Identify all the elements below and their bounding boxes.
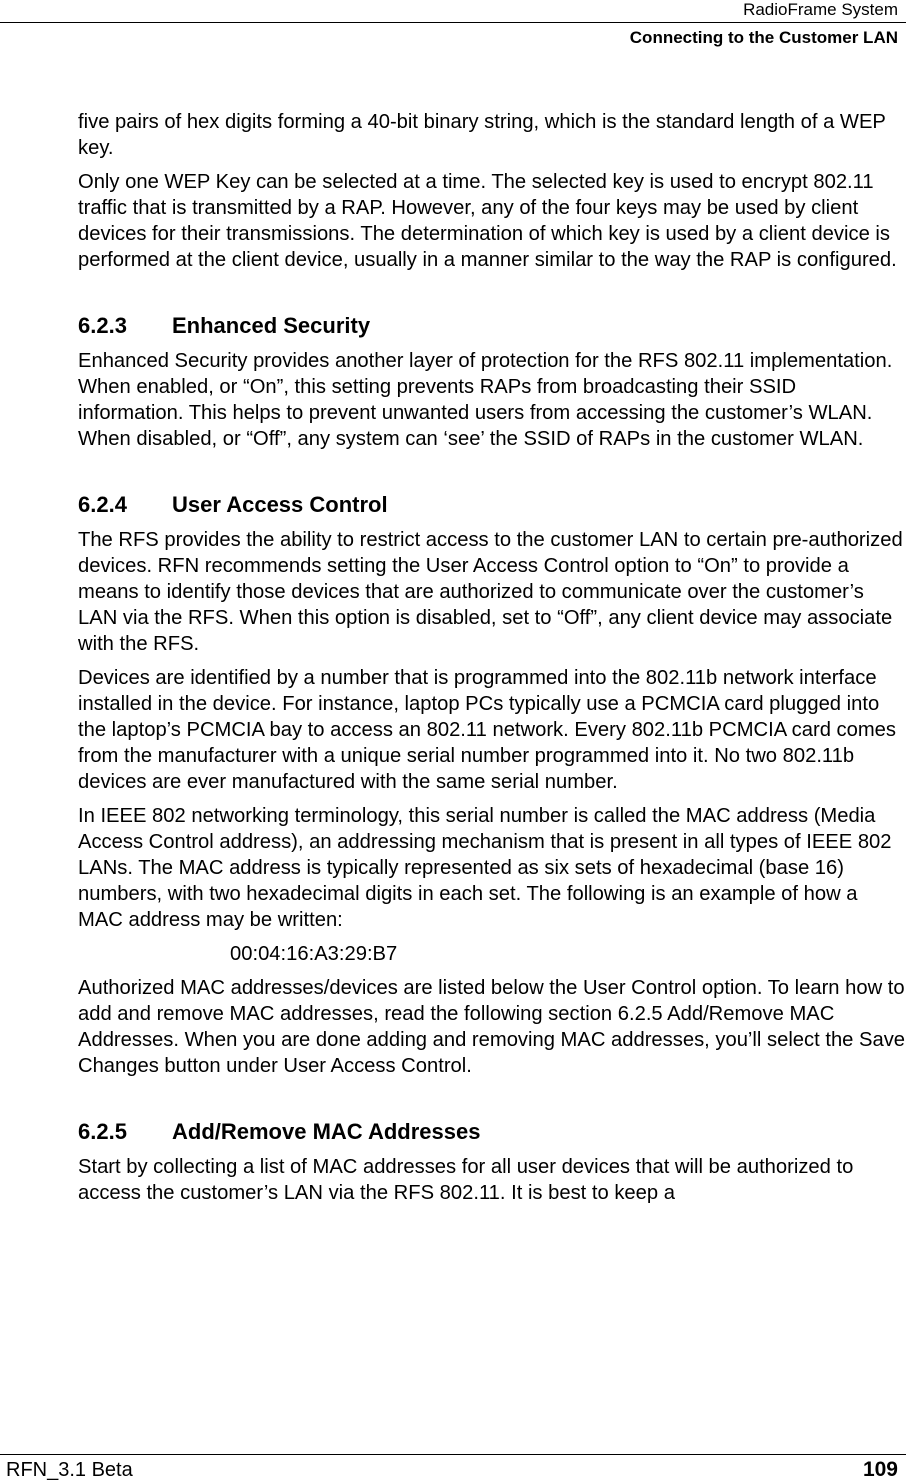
section-number: 6.2.3 [78,313,127,338]
section-title: Enhanced Security [172,313,371,338]
header-doc-title: RadioFrame System [743,0,898,19]
mac-address-example: 00:04:16:A3:29:B7 [230,943,398,965]
paragraph: In IEEE 802 networking terminology, this serial number is called the MAC address (Media Access Control address), an addressing mechanism that is present in all types of IEEE 802 LANs. The MAC address is typically represented as six sets of hexadecimal (base 16) numbers, with two hexadecimal digits in each set. The following is an example of how a MAC address may be written: [78,805,892,931]
header-rule [0,22,906,23]
paragraph: Only one WEP Key can be selected at a time. The selected key is used to encrypt 802.11 traffic that is transmitted by a RAP. However, any of the four keys may be used by client devices for their transmissions. The determination of which key is used by a client device is performed at the client device, usually in a manner similar to the way the RAP is configured. [78,171,897,271]
paragraph: The RFS provides the ability to restrict access to the customer LAN to certain pre-authorized devices. RFN recommends setting the User Access Control option to “On” to provide a means to identify those devices that are authorized to communicate over the customer’s LAN via the RFS. When this option is disabled, set to “Off”, any client device may associate with the RFS. [78,529,903,655]
paragraph: Authorized MAC addresses/devices are listed below the User Control option. To learn how to add and remove MAC addresses, read the following section 6.2.5 Add/Remove MAC Addresses. When you are done adding and removing MAC addresses, you’ll select the Save Changes button under User Access Control. [78,977,906,1077]
header-chapter-title: Connecting to the Customer LAN [629,28,898,47]
section-title: User Access Control [172,492,388,517]
footer-version: RFN_3.1 Beta [6,1459,133,1481]
section-number: 6.2.4 [78,492,127,517]
section-heading-6-2-5 [78,1119,906,1145]
paragraph: Devices are identified by a number that is programmed into the 802.11b network interface installed in the device. For instance, laptop PCs typically use a PCMCIA card plugged into the laptop’s PCMCIA bay to access an 802.11 network. Every 802.11b PCMCIA card comes from the manufacturer with a unique serial number programmed into it. No two 802.11b devices are ever manufactured with the same serial number. [78,667,897,793]
section-title: Add/Remove MAC Addresses [172,1119,481,1144]
paragraph: Enhanced Security provides another layer of protection for the RFS 802.11 implementation. When enabled, or “On”, this setting prevents RAPs from broadcasting their SSID information. This helps to prevent unwanted users from accessing the customer’s WLAN. When disabled, or “Off”, any system can ‘see’ the SSID of RAPs in the customer WLAN. [78,350,893,450]
section-heading-6-2-3 [78,313,906,339]
section-number: 6.2.5 [78,1119,127,1144]
paragraph: Start by collecting a list of MAC addresses for all user devices that will be authorized to access the customer’s LAN via the RFS 802.11. It is best to keep a [78,1156,854,1204]
page-number: 109 [862,1458,898,1481]
page-body [78,109,906,1214]
section-heading-6-2-4 [78,492,906,518]
paragraph: five pairs of hex digits forming a 40-bit binary string, which is the standard length of a WEP key. [78,111,886,159]
footer-rule [0,1454,906,1455]
